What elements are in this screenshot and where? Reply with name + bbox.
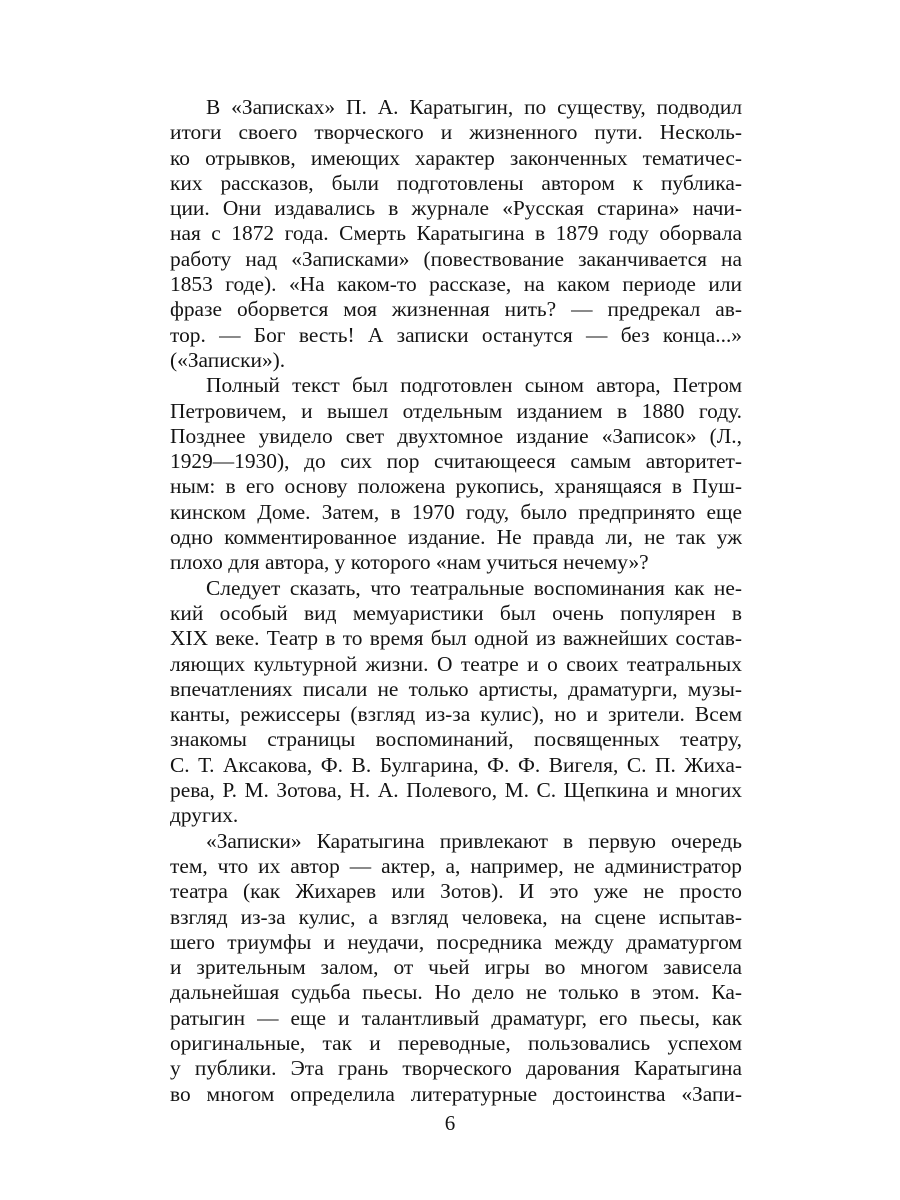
text-line: кий особый вид мемуаристики был очень популярен в — [170, 600, 742, 625]
text-line: ких рассказов, были подготовлены автором к публика- — [170, 170, 742, 195]
page-number: 6 — [444, 1111, 456, 1135]
text-line: XIX веке. Театр в то время был одной из важнейших состав- — [170, 626, 742, 651]
text-line: впечатлениях писали не только артисты, драматурги, музы- — [170, 676, 742, 701]
text-line: Полный текст был подготовлен сыном автора, Петром — [206, 373, 742, 398]
body-text — [170, 95, 742, 1107]
text-line: ляющих культурной жизни. О театре и о своих театральных — [170, 651, 742, 676]
text-line: Следует сказать, что театральные воспоминания как не- — [206, 575, 742, 600]
text-line: канты, режиссеры (взгляд из-за кулис), но и зрители. Всем — [170, 702, 742, 727]
text-line: фразе оборвется моя жизненная нить? — предрекал ав- — [170, 297, 742, 322]
text-line: тем, что их автор — актер, а, например, не администратор — [170, 853, 742, 878]
text-line: тор. — Бог весть! А записки останутся — без конца...» — [170, 322, 742, 347]
text-line: С. Т. Аксакова, Ф. В. Булгарина, Ф. Ф. Вигеля, С. П. Жиха- — [170, 752, 742, 777]
text-line: В «Записках» П. А. Каратыгин, по существу, подводил — [206, 95, 742, 119]
paragraph — [170, 373, 742, 575]
text-line: («Записки»). — [170, 347, 286, 372]
paragraph — [170, 95, 742, 373]
text-line: шего триумфы и неудачи, посредника между драматургом — [170, 929, 742, 954]
paragraph — [170, 576, 742, 829]
text-line: кинском Доме. Затем, в 1970 году, было предпринято еще — [170, 499, 742, 524]
text-line: ко отрывков, имеющих характер законченных тематичес- — [170, 145, 742, 170]
text-line: других. — [170, 803, 239, 828]
text-line: театра (как Жихарев или Зотов). И это уже не просто — [170, 879, 742, 904]
text-line: ции. Они издавались в журнале «Русская старина» начи- — [170, 196, 742, 221]
text-line: дальнейшая судьба пьесы. Но дело не только в этом. Ка- — [170, 980, 742, 1005]
text-line: плохо для автора, у которого «нам учиться нечему»? — [170, 550, 649, 575]
paragraph — [170, 829, 742, 1107]
text-line: «Записки» Каратыгина привлекают в первую очередь — [206, 828, 742, 853]
text-line: ным: в его основу положена рукопись, хранящаяся в Пуш- — [170, 474, 742, 499]
text-line: взгляд из-за кулис, а взгляд человека, на сцене испытав- — [170, 904, 742, 929]
text-line: и зрительным залом, от чьей игры во многом зависела — [170, 955, 742, 980]
text-line: итоги своего творческого и жизненного пути. Несколь- — [170, 120, 742, 145]
text-line: во многом определила литературные достоинства «Запи- — [170, 1081, 742, 1106]
text-line: ратыгин — еще и талантливый драматург, его пьесы, как — [170, 1005, 742, 1030]
text-line: у публики. Эта грань творческого дарования Каратыгина — [170, 1056, 742, 1081]
text-line: Позднее увидело свет двухтомное издание «Записок» (Л., — [170, 423, 742, 448]
text-line: ная с 1872 года. Смерть Каратыгина в 1879 году оборвала — [170, 221, 742, 246]
text-line: одно комментированное издание. Не правда ли, не так уж — [170, 525, 742, 550]
text-line: 1853 годе). «На каком-то рассказе, на каком периоде или — [170, 272, 742, 297]
text-line: Петровичем, и вышел отдельным изданием в 1880 году. — [170, 398, 742, 423]
text-line: рева, Р. М. Зотова, Н. А. Полевого, М. С. Щепкина и многих — [170, 778, 742, 803]
text-line: оригинальные, так и переводные, пользовались успехом — [170, 1030, 742, 1055]
text-line: работу над «Записками» (повествование заканчивается на — [170, 246, 742, 271]
text-line: 1929—1930), до сих пор считающееся самым авторитет- — [170, 449, 742, 474]
text-line: знакомы страницы воспоминаний, посвященных театру, — [170, 727, 742, 752]
